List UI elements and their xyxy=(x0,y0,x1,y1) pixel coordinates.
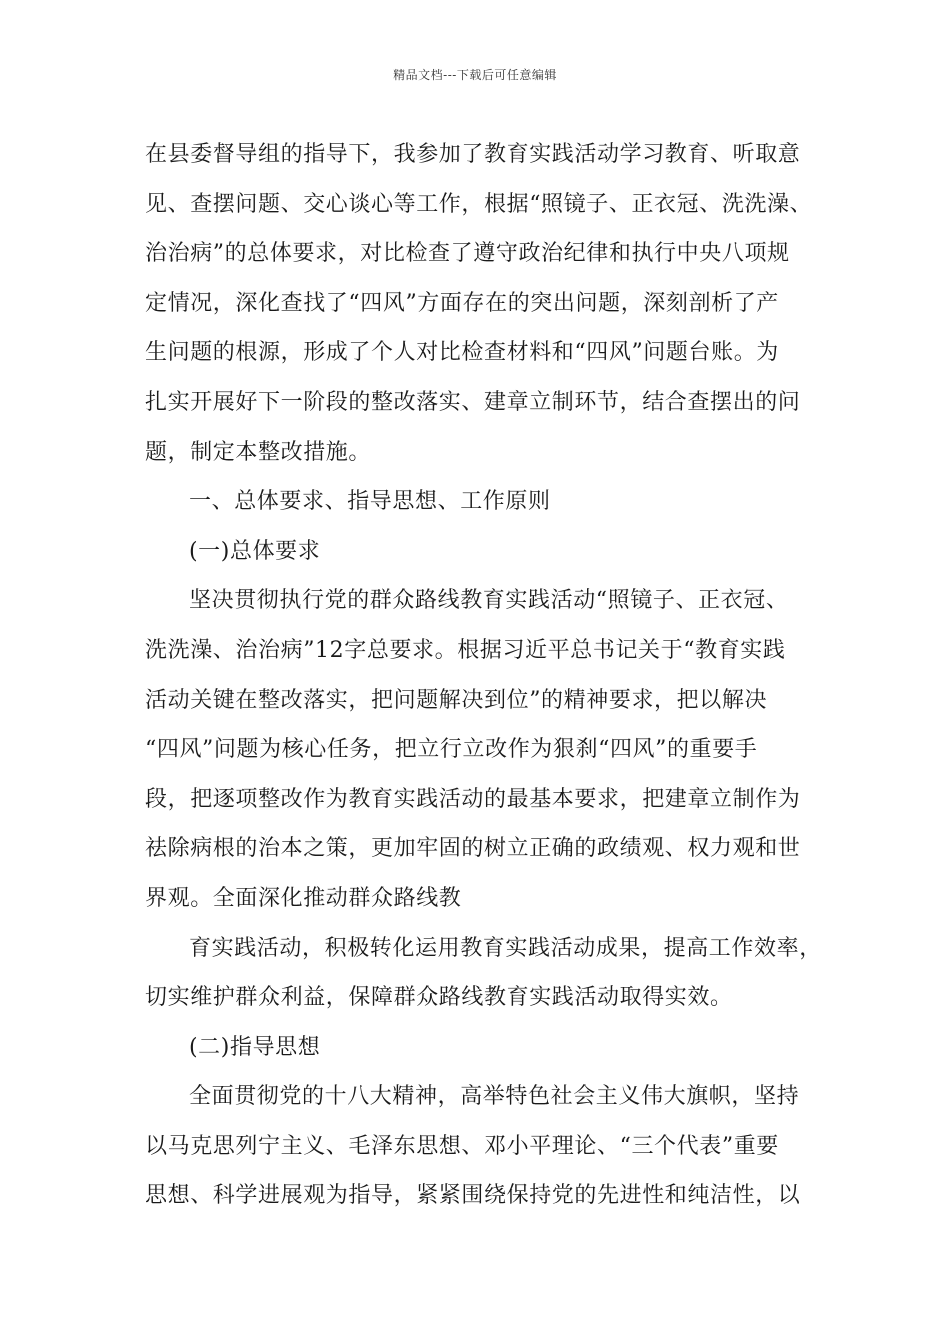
text-line: 题，制定本整改措施。 xyxy=(145,439,372,465)
text-line: 在县委督导组的指导下，我参加了教育实践活动学习教育、听取意 xyxy=(145,142,801,167)
text-line: 定情况，深化查找了“四风”方面存在的突出问题，深刻剖析了产 xyxy=(145,290,779,316)
text-line: 坚决贯彻执行党的群众路线教育实践活动“照镜子、正衣冠、 xyxy=(189,588,789,614)
page-header: 精品文档---下载后可任意编辑 xyxy=(393,68,557,82)
text-line: 活动关键在整改落实，把问题解决到位”的精神要求，把以解决 xyxy=(145,687,768,713)
text-line: 扎实开展好下一阶段的整改落实、建章立制环节，结合查摆出的问 xyxy=(145,389,801,415)
text-line: 思想、科学进展观为指导，紧紧围绕保持党的先进性和纯洁性，以 xyxy=(145,1183,801,1209)
text-line: 生问题的根源，形成了个人对比检查材料和“四风”问题台账。为 xyxy=(145,340,779,366)
document-body xyxy=(145,130,820,1221)
text-line: 祛除病根的治本之策，更加牢固的树立正确的政绩观、权力观和世 xyxy=(145,836,801,862)
text-line: 段，把逐项整改作为教育实践活动的最基本要求，把建章立制作为 xyxy=(145,786,801,812)
text-line: 全面贯彻党的十八大精神，高举特色社会主义伟大旗帜，坚持 xyxy=(189,1084,800,1110)
text-line: 界观。全面深化推动群众路线教 xyxy=(145,885,462,911)
section-heading: 一、总体要求、指导思想、工作原则 xyxy=(189,489,551,515)
text-line: 洗洗澡、治治病”12字总要求。根据习近平总书记关于“教育实践 xyxy=(145,637,786,663)
subsection-heading: (一)总体要求 xyxy=(189,538,321,564)
text-line: 治治病”的总体要求，对比检查了遵守政治纪律和执行中央八项规 xyxy=(145,241,790,267)
text-line: 以马克思列宁主义、毛泽东思想、邓小平理论、“三个代表”重要 xyxy=(145,1133,779,1159)
text-line: 育实践活动，积极转化运用教育实践活动成果，提高工作效率， xyxy=(189,935,822,961)
text-line: 切实维护群众利益，保障群众路线教育实践活动取得实效。 xyxy=(145,985,733,1011)
text-line: 见、查摆问题、交心谈心等工作，根据“照镜子、正衣冠、洗洗澡、 xyxy=(145,191,813,217)
subsection-heading: (二)指导思想 xyxy=(189,1034,321,1060)
text-line: “四风”问题为核心任务，把立行立改作为狠刹“四风”的重要手 xyxy=(145,737,758,763)
